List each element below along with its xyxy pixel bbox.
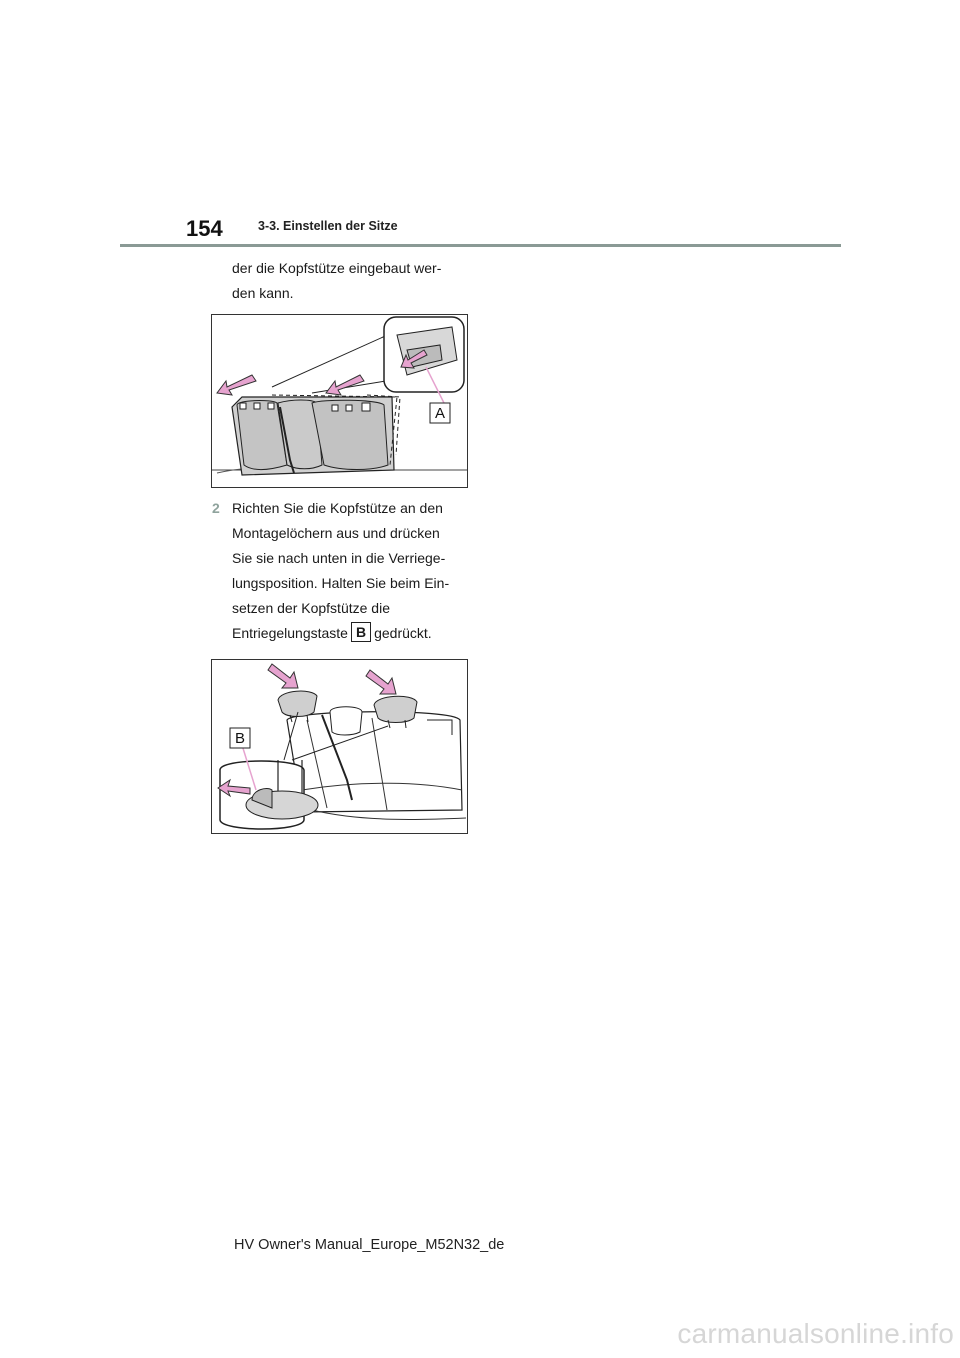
seat-illustration-1 — [212, 315, 467, 487]
section-title: 3-3. Einstellen der Sitze — [258, 219, 398, 233]
figure-headrest-removal — [211, 314, 468, 488]
callout-b-label: B — [234, 730, 246, 747]
step-line-3: Sie sie nach unten in die Verriege- — [232, 550, 446, 566]
step-line-1: Richten Sie die Kopfstütze an den — [232, 500, 443, 516]
callout-a-label: A — [434, 405, 446, 422]
step-line-6 — [232, 621, 432, 646]
step-line-5: setzen der Kopfstütze die — [232, 600, 390, 616]
page-number: 154 — [186, 216, 223, 241]
intro-line-1: der die Kopfstütze eingebaut wer- — [232, 260, 442, 276]
figure-headrest-installation — [211, 659, 468, 834]
footer-manual-id: HV Owner's Manual_Europe_M52N32_de — [234, 1237, 505, 1253]
watermark: carmanualsonline.info — [677, 1318, 954, 1349]
header-divider — [120, 244, 841, 247]
step-line-6-start: Entriegelungstaste — [232, 625, 348, 641]
seat-illustration-2 — [212, 660, 467, 833]
step-line-4: lungsposition. Halten Sie beim Ein- — [232, 575, 450, 591]
step-number: 2 — [212, 500, 220, 516]
step-line-2: Montagelöchern aus und drücken — [232, 525, 440, 541]
step-line-6-end: gedrückt. — [374, 625, 432, 641]
intro-line-2: den kann. — [232, 285, 294, 301]
key-b-label: B — [351, 622, 371, 642]
